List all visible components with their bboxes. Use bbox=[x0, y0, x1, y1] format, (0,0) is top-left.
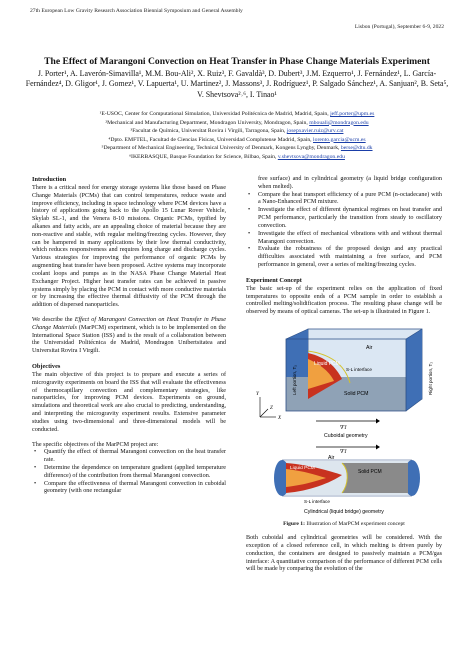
affiliation-text: ⁶IKERBASQUE, Basque Foundation for Science, Bilbao, Spain, bbox=[129, 153, 278, 160]
email-link[interactable]: lorento.garcia@ucm.es bbox=[313, 136, 366, 143]
right-column bbox=[246, 176, 442, 574]
objectives-paragraph-1: The main objective of this project is to prepare and execute a series of microgravity experiments on board the ISS that will evaluate the effectiveness of thermocapillary convection and complementary strategies, like nanoparticles, for improving PCM devices. Experiments on ground, simulations and theoretical work are also crucial to predicting, understanding, and interpreting the microgravity experiment results. Extensive parameter studies using two-dimensional and three-dimensional models will be conducted. bbox=[32, 372, 226, 433]
conference-date: Lisbon (Portugal), September 6-9, 2022 bbox=[354, 24, 444, 30]
objectives-list-right bbox=[246, 192, 442, 270]
intro-paragraph-2 bbox=[32, 317, 226, 356]
label-right-portion: Right portion, T₂ bbox=[428, 361, 433, 395]
affiliation-5 bbox=[30, 144, 444, 153]
affiliation-1 bbox=[30, 110, 444, 119]
email-link[interactable]: josepxavier.ruiz@urv.cat bbox=[286, 128, 344, 135]
label-air: Air bbox=[366, 344, 373, 351]
label-air-2: Air bbox=[328, 454, 335, 461]
affiliation-4 bbox=[30, 136, 444, 145]
right-wall bbox=[406, 329, 422, 411]
label-grad-t-2: ∇T bbox=[340, 448, 347, 455]
concept-paragraph-2: Both cuboidal and cylindrical geometries will be considered. With the exception of a closed reference cell, in which melting is driven purely by conduction, the containers are designed to passively maintain a PCM/gas interface: A quantitative comparison of the performance of different PCM cells will be made by comparing the evolution of the bbox=[246, 535, 442, 573]
intro-p2-emph: Effect of Marangoni Convection on Heat Transfer in Phase Change Materials bbox=[32, 316, 226, 331]
affiliation-text: ¹E-USOC, Center for Computational Simulation, Universidad Politécnica de Madrid, Madrid, Spain, bbox=[99, 111, 331, 117]
affiliations bbox=[30, 110, 444, 161]
label-z: Z bbox=[270, 405, 273, 411]
objectives-heading: Objectives bbox=[32, 363, 61, 371]
label-cylindrical-geometry: Cylindrical (liquid bridge) geometry bbox=[304, 508, 384, 515]
label-y: Y bbox=[256, 391, 259, 397]
list-item: • Determine the dependence on temperature gradient (applied temperature difference) of the contribution from thermal Marangoni convection. bbox=[32, 465, 226, 481]
figure-1 bbox=[246, 323, 442, 519]
gradient-arrowhead-2 bbox=[376, 444, 380, 449]
list-item: • Investigate the effect of different dynamical regimes on heat transfer and PCM performance, particularly the transition from steady to oscillatory convection. bbox=[246, 207, 442, 230]
email-link[interactable]: mbouali@mondragon.edu bbox=[309, 119, 369, 126]
author-list: J. Porter¹, A. Laverón-Simavilla¹, M.M. Bou-Ali², X. Ruiz³, F. Gavaldà³, D. Dubert³, J.M. Ezquerro¹, J. Fernández¹, L. García-Fernández⁴, D. Gligor¹, J. Gomez¹, V. Lapuerta¹, U. Martinez², J. Massons³, J. Rodríguez¹, P. Salgado Sánchez¹, A. Sanjuan², B. Seta⁵, V. Shevtsova²˒⁶, I. Tinao¹ bbox=[25, 69, 449, 99]
list-item: • Quantify the effect of thermal Marangoni convection on the heat transfer rate. bbox=[32, 449, 226, 465]
label-liquid-pcm-2: Liquid PCM bbox=[290, 465, 315, 471]
affiliation-3 bbox=[30, 127, 444, 136]
label-liquid-pcm: Liquid PCM bbox=[314, 360, 340, 367]
label-x: X bbox=[278, 415, 282, 421]
paper-title: The Effect of Marangoni Convection on Heat Transfer in Phase Change Materials Experiment bbox=[44, 56, 430, 67]
label-left-portion: Left portion, T₁ bbox=[292, 365, 297, 395]
left-column bbox=[32, 176, 226, 496]
email-link[interactable]: berse@dtu.dk bbox=[340, 145, 373, 152]
intro-heading: Introduction bbox=[32, 176, 67, 183]
list-item: • Compare the heat transport efficiency of a pure PCM (n-octadecane) with a Nano-Enhanced PCM mixture. bbox=[246, 192, 442, 208]
concept-heading: Experiment Concept bbox=[246, 276, 302, 284]
objectives-paragraph-2: The specific objectives of the MarPCM project are: bbox=[32, 441, 159, 448]
figure-caption bbox=[246, 521, 442, 528]
cuboidal-geometry-diagram bbox=[256, 329, 433, 439]
label-sl-interface-2: S-L interface bbox=[304, 498, 330, 504]
list-item: • Investigate the effect of mechanical vibrations with and without thermal Marangoni convection. bbox=[246, 231, 442, 247]
affiliation-text: ⁴Dpto. EMFTEL, Facultad de Ciencias Físicas, Universidad Complutense Madrid, Spain, bbox=[108, 136, 314, 143]
list-item-continuation: free surface) and in cylindrical geometry (a liquid bridge configuration when melted). bbox=[258, 176, 442, 190]
list-item: • Compare the effectiveness of thermal Marangoni convection in cuboidal geometry (with one rectangular bbox=[32, 481, 226, 497]
concept-paragraph-1: The basic set-up of the experiment relies on the application of fixed temperatures to opposite ends of a PCM sample in order to establish a controlled melting/solidification process. The resulting phase change will be observed by means of optical cameras. The set-up is illustrated in Figure 1. bbox=[246, 285, 442, 316]
affiliation-2 bbox=[30, 119, 444, 128]
conference-header: 27th European Low Gravity Research Association Biennial Symposium and General Assembly bbox=[30, 8, 243, 14]
affiliation-text: ⁵Department of Mechanical Engineering, Technical University of Denmark, Kongens Lyngby, Denmark, bbox=[101, 145, 341, 152]
figure-caption-text: Illustration of MarPCM experiment concept bbox=[304, 520, 405, 527]
affiliation-6 bbox=[30, 153, 444, 162]
intro-p2-start: We describe the bbox=[32, 316, 75, 323]
intro-p2-end: (MarPCM) experiment, which is to be implemented on the International Space Station (ISS) and is the result of a collaboration between the Universidad Politécnica de Madrid, Mondragon Unibertsitatea and Universitat Rovira I Virgili. bbox=[32, 324, 226, 355]
label-cuboidal-geometry: Cuboidal geometry bbox=[324, 432, 368, 439]
figure-1-illustration bbox=[246, 323, 442, 519]
email-link[interactable]: jeff.porter@upm.es bbox=[330, 111, 375, 117]
label-solid-pcm-2: Solid PCM bbox=[358, 468, 382, 475]
label-sl-interface: S-L interface bbox=[346, 366, 372, 372]
affiliation-text: ²Mechanical and Manufacturing Department, Mondragon University, Mondragon, Spain, bbox=[105, 119, 310, 126]
z-axis-arrow bbox=[260, 409, 268, 417]
email-link[interactable]: v.shevtsova@mondragon.edu bbox=[277, 153, 345, 160]
cylindrical-geometry-diagram bbox=[274, 444, 420, 515]
label-solid-pcm: Solid PCM bbox=[344, 390, 369, 397]
label-grad-t: ∇T bbox=[340, 424, 347, 431]
gradient-arrowhead bbox=[376, 418, 380, 423]
cyl-solid-pcm bbox=[342, 463, 408, 493]
objectives-list-left bbox=[32, 449, 226, 496]
intro-paragraph-1: There is a critical need for energy storage systems like those based on Phase Change Materials (PCMs) that can control temperatures, reduce waste and improve efficiency, including in space technology where PCM devices have a history of applications going back to the Apollo 15 Lunar Rover Vehicle, Skylab SL-1, and the Venera 8-10 missions. Organic PCMs, typified by alkanes and fatty acids, are an appealing choice of material because they are non-reactive and stable, with regular melting/freezing cycles. However, they can be hampered in many applications by their low thermal conductivity, which reduces responsiveness and requires long charge and discharge cycles. Various strategies for improving the performance of organic PCMs by augmenting heat transfer have been proposed. Active systems may incorporate coolant loops and pumps as in the NASA Phase Change Material Heat Exchanger Project. Higher heat transfer rates can be achieved in passive systems simply by placing the PCM in contact with more conductive materials or by increasing the effective thermal diffusivity of the PCM through the addition of dispersed nanoparticles. bbox=[32, 184, 226, 309]
figure-caption-label: Figure 1: bbox=[283, 520, 305, 527]
affiliation-text: ³Facultat de Química, Universitat Rovira i Virgili, Tarragona, Spain, bbox=[130, 128, 287, 135]
list-item: • Evaluate the robustness of the proposed design and any practical difficulties associated with maintaining a free surface, and PCM performance in general, over a series of melting/freezing cycles. bbox=[246, 246, 442, 269]
